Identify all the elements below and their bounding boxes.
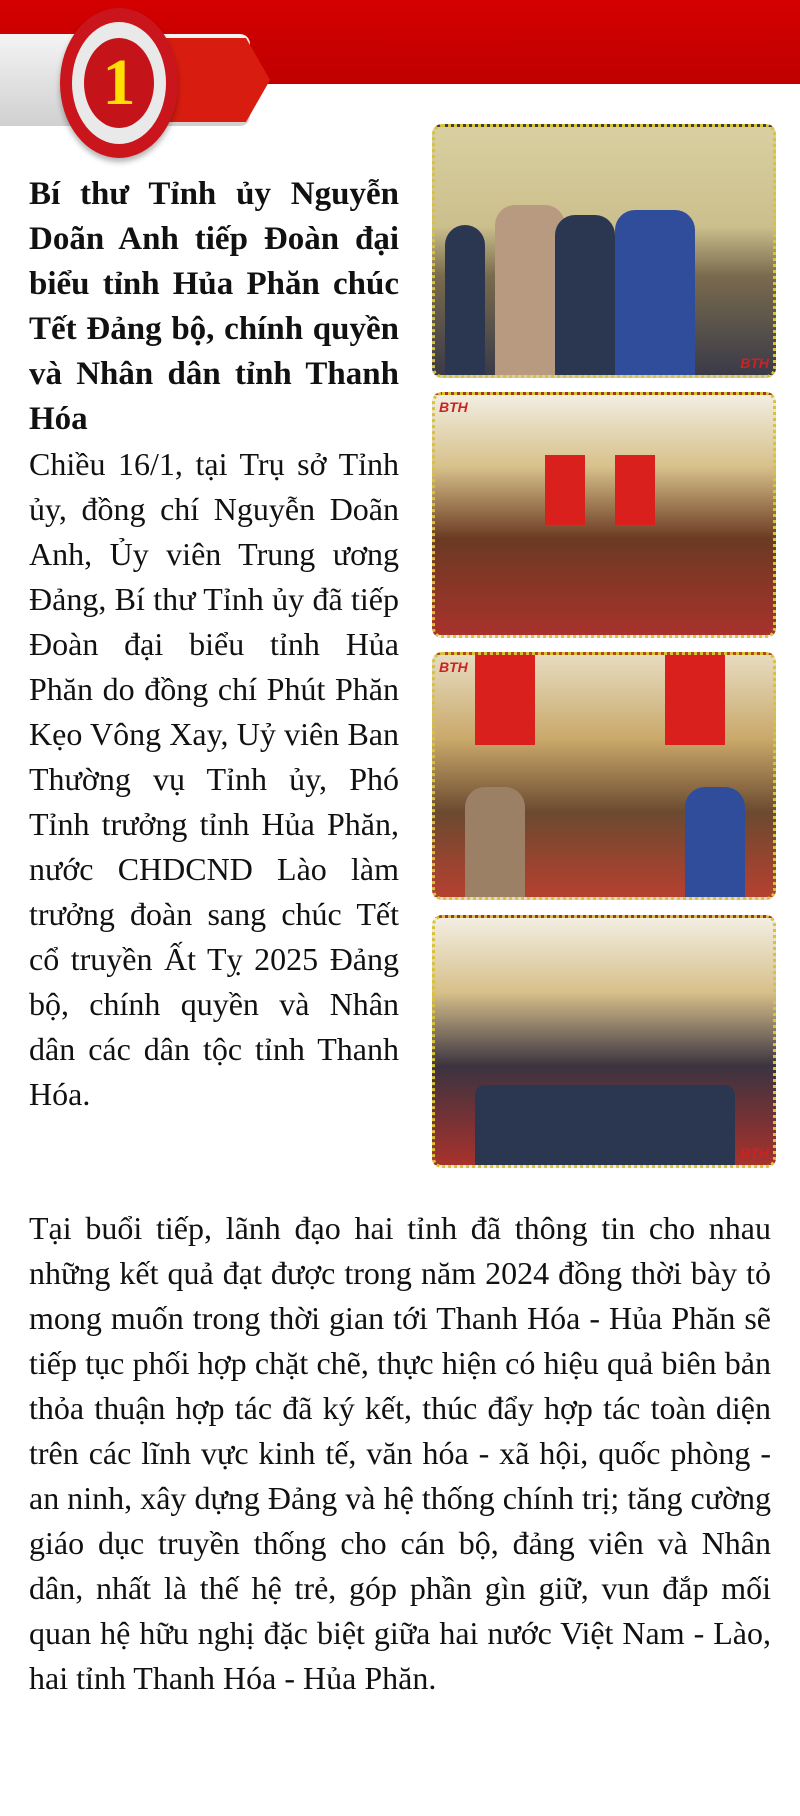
party-flag — [475, 655, 535, 745]
person — [685, 787, 745, 897]
person — [465, 787, 525, 897]
photo-meeting-room — [432, 392, 776, 638]
group-of-people — [475, 1085, 735, 1165]
photo-handshake — [432, 124, 776, 378]
article-lead: Chiều 16/1, tại Trụ sở Tỉnh ủy, đồng chí Nguyễn Doãn Anh, Ủy viên Trung ương Đảng, Bí thư Tỉnh ủy đã tiếp Đoàn đại biểu tỉnh Hủa Phăn do đồng chí Phút Phăn Kẹo Vông Xay, Uỷ viên Ban Thường vụ Tỉnh ủy, Phó Tỉnh trưởng tỉnh Hủa Phăn, nước CHDCND Lào làm trưởng đoàn sang chúc Tết cổ truyền Ất Tỵ 2025 Đảng bộ, chính quyền và Nhân dân các dân tộc tỉnh Thanh Hóa. — [29, 446, 399, 1112]
photo-watermark: BTH — [740, 355, 769, 371]
national-flag — [615, 455, 655, 525]
person — [555, 215, 615, 375]
photo-watermark: BTH — [740, 1145, 769, 1161]
article-left-column — [29, 172, 399, 1117]
person — [445, 225, 485, 375]
article-title: Bí thư Tỉnh ủy Nguyễn Doãn Anh tiếp Đoàn đại biểu tỉnh Hủa Phăn chúc Tết Đảng bộ, chính quyền và Nhân dân tỉnh Thanh Hóa — [29, 176, 399, 437]
national-flag — [665, 655, 725, 745]
section-number: 1 — [84, 38, 154, 128]
photo-group — [432, 915, 776, 1168]
party-flag — [545, 455, 585, 525]
article-paragraph: Tại buổi tiếp, lãnh đạo hai tỉnh đã thông tin cho nhau những kết quả đạt được trong năm 2024 đồng thời bày tỏ mong muốn trong thời gian tới Thanh Hóa - Hủa Phăn sẽ tiếp tục phối hợp chặt chẽ, thực hiện có hiệu quả biên bản thỏa thuận hợp tác đã ký kết, thúc đẩy hợp tác toàn diện trên các lĩnh vực kinh tế, văn hóa - xã hội, quốc phòng - an ninh, xây dựng Đảng và hệ thống chính trị; tăng cường giáo dục truyền thống cho cán bộ, đảng viên và Nhân dân, nhất là thế hệ trẻ, góp phần gìn giữ, vun đắp mối quan hệ hữu nghị đặc biệt giữa hai nước Việt Nam - Lào, hai tỉnh Thanh Hóa - Hủa Phăn. — [29, 1210, 771, 1696]
photo-watermark: BTH — [439, 399, 468, 415]
photo-leaders-seated — [432, 652, 776, 900]
photo-watermark: BTH — [439, 659, 468, 675]
person — [615, 210, 695, 375]
